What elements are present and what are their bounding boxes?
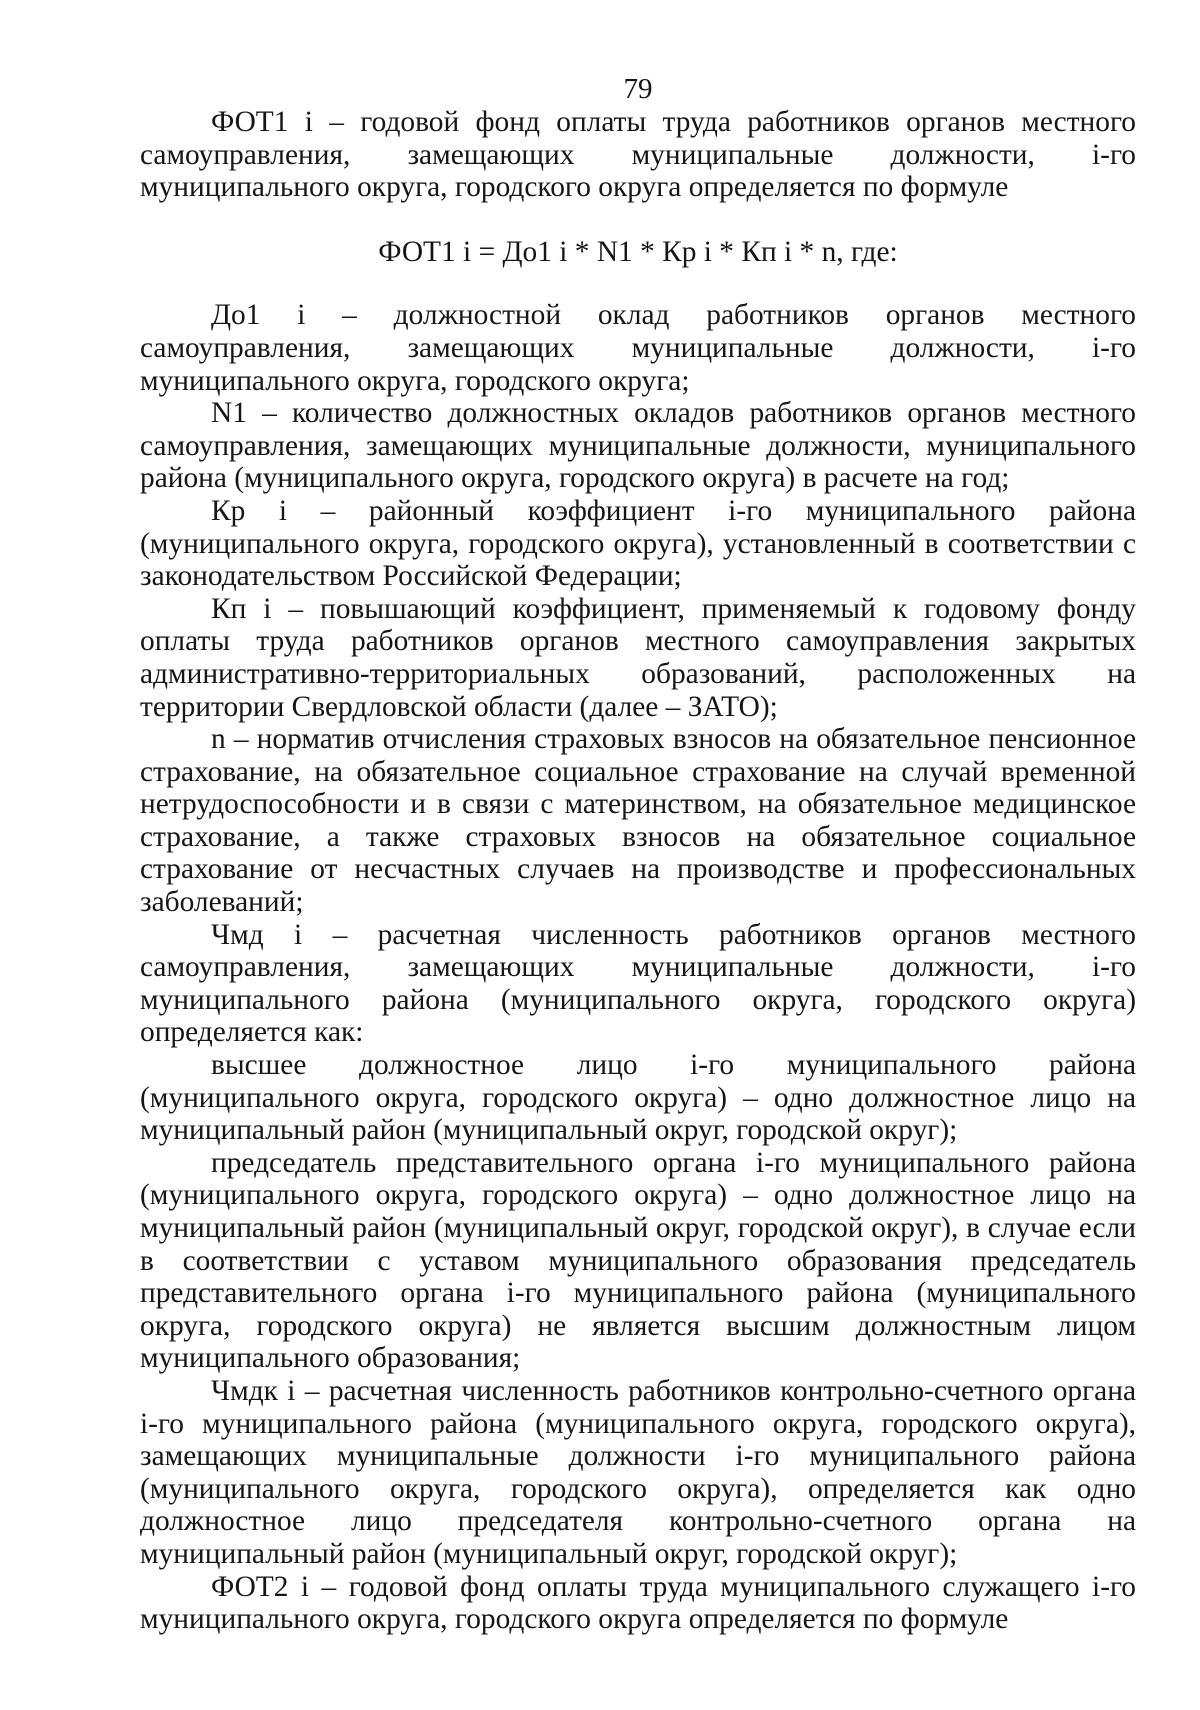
chmd-item-head: высшее должностное лицо i-го муниципального района (муниципального округа, городского округа) – одно должностное лицо на муниципальный район (муниципальный округ, городской округ); <box>140 1049 1136 1147</box>
definition-n: n – норматив отчисления страховых взносов на обязательное пенсионное страхование, на обязательное социальное страхование на случай временной нетрудоспособности и в связи с материнством, на обязательное медицинское страхование, а также страховых взносов на обязательное социальное страхование от несчастных случаев на производстве и профессиональных заболеваний; <box>140 723 1136 919</box>
definition-kp: Кп i – повышающий коэффициент, применяемый к годовому фонду оплаты труда работников органов местного самоуправления закрытых административно-территориальных образований, расположенных на территории Свердловской области (далее – ЗАТО); <box>140 592 1136 723</box>
document-page <box>140 72 1136 1636</box>
chmd-item-chair: председатель представительного органа i-го муниципального района (муниципального округа, городского округа) – одно должностное лицо на муниципальный район (муниципальный округ, городской округ), в случае если в соответствии с уставом муниципального образования председатель представительного органа i-го муниципального района (муниципального округа, городского округа) не является высшим должностным лицом муниципального образования; <box>140 1146 1136 1375</box>
definition-kr: Кр i – районный коэффициент i-го муниципального района (муниципального округа, городского округа), установленный в соответствии с законодательством Российской Федерации; <box>140 494 1136 593</box>
definition-do1: До1 i – должностной оклад работников органов местного самоуправления, замещающих муниципальные должности, i-го муниципального округа, городского округа; <box>140 299 1136 397</box>
formula: ФОТ1 i = До1 i * N1 * Кр i * Кп i * n, где: <box>378 235 898 268</box>
page-number: 79 <box>623 73 653 105</box>
definition-n1: N1 – количество должностных окладов работников органов местного самоуправления, замещающих муниципальные должности, муниципального района (муниципального округа, городского округа) в расчете на год; <box>140 397 1136 495</box>
intro-paragraph: ФОТ1 i – годовой фонд оплаты труда работников органов местного самоуправления, замещающих муниципальные должности, i-го муниципального округа, городского округа определяется по формуле <box>140 106 1136 204</box>
definition-chmd: Чмд i – расчетная численность работников органов местного самоуправления, замещающих муниципальные должности, i-го муниципального района (муниципального округа, городского округа) определяется как: <box>140 918 1136 1049</box>
definition-fot2: ФОТ2 i – годовой фонд оплаты труда муниципального служащего i-го муниципального округа, городского округа определяется по формуле <box>140 1570 1136 1636</box>
definition-chmdk: Чмдк i – расчетная численность работников контрольно-счетного органа i-го муниципального района (муниципального округа, городского округа), замещающих муниципальные должности i-го муниципального района (муниципального округа, городского округа), определяется как одно должностное лицо председателя контрольно-счетного органа на муниципальный район (муниципальный округ, городской округ); <box>140 1374 1136 1570</box>
